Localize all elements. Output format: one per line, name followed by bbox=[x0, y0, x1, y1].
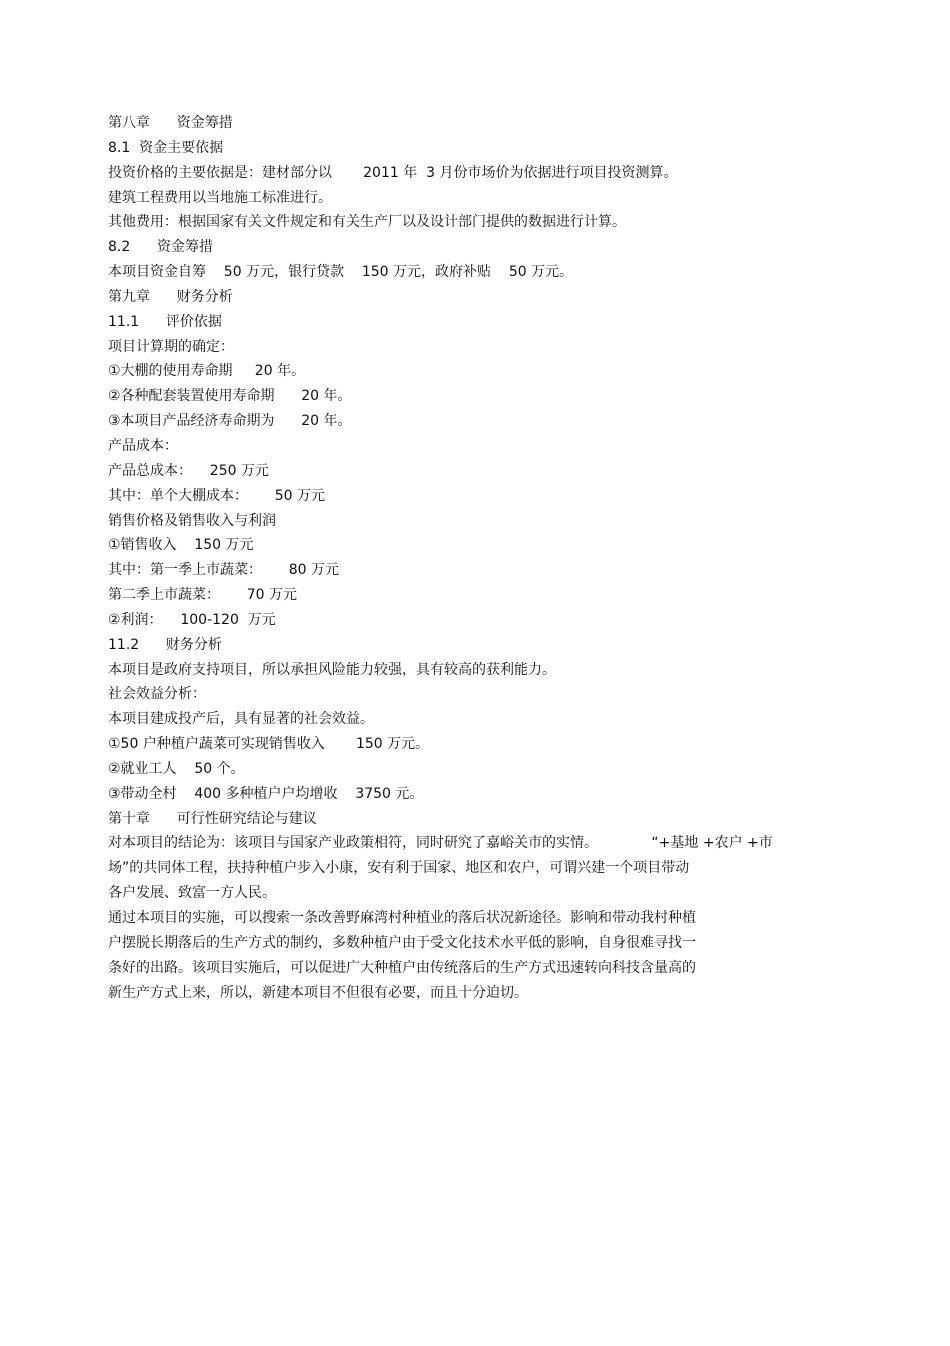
document-body bbox=[108, 111, 868, 1005]
list-item: ③带动全村 400 多种植户户均增收 3750 元。 bbox=[108, 785, 424, 802]
paragraph-line: 投资价格的主要依据是：建材部分以 2011 年 3 月份市场价为依据进行项目投资测算。 bbox=[108, 164, 678, 181]
paragraph-line: 对本项目的结论为：该项目与国家产业政策相符，同时研究了嘉峪关市的实情。 “+基地 +农户 +市 bbox=[108, 835, 773, 852]
list-item: ③本项目产品经济寿命期为 20 年。 bbox=[108, 413, 352, 430]
paragraph-line: 建筑工程费用以当地施工标准进行。 bbox=[108, 189, 332, 206]
chapter-8-heading: 第八章 资金筹措 bbox=[108, 115, 233, 131]
paragraph-line: 其中：单个大棚成本： 50 万元 bbox=[108, 487, 325, 504]
paragraph-line: 其他费用：根据国家有关文件规定和有关生产厂以及设计部门提供的数据进行计算。 bbox=[108, 214, 626, 231]
paragraph-line: 条好的出路。该项目实施后，可以促进广大种植户由传统落后的生产方式迅速转向科技含量高的 bbox=[108, 959, 696, 976]
paragraph-line: 本项目建成投产后，具有显著的社会效益。 bbox=[108, 711, 374, 728]
paragraph-line: 产品总成本： 250 万元 bbox=[108, 462, 269, 479]
paragraph-line: 本项目是政府支持项目，所以承担风险能力较强，具有较高的获利能力。 bbox=[108, 661, 556, 678]
paragraph-line: 新生产方式上来，所以，新建本项目不但很有必要，而且十分迫切。 bbox=[108, 984, 528, 1001]
list-item: ②就业工人 50 个。 bbox=[108, 760, 245, 777]
list-item: ②各种配套装置使用寿命期 20 年。 bbox=[108, 388, 352, 405]
paragraph-line: 项目计算期的确定： bbox=[108, 338, 234, 355]
list-item: ②利润： 100-120 万元 bbox=[108, 611, 276, 628]
paragraph-line: 其中：第一季上市蔬菜： 80 万元 bbox=[108, 562, 339, 579]
paragraph-line: 第二季上市蔬菜： 70 万元 bbox=[108, 587, 297, 604]
paragraph-line: 通过本项目的实施，可以搜索一条改善野麻湾村种植业的落后状况新途径。影响和带动我村种植 bbox=[108, 910, 696, 926]
paragraph-line: 本项目资金自筹 50 万元，银行贷款 150 万元，政府补贴 50 万元。 bbox=[108, 264, 574, 281]
section-11-2-heading: 11.2 财务分析 bbox=[108, 636, 222, 653]
paragraph-line: 销售价格及销售收入与利润 bbox=[108, 512, 276, 529]
list-item: ①50 户种植户蔬菜可实现销售收入 150 万元。 bbox=[108, 736, 430, 753]
list-item: ①销售收入 150 万元 bbox=[108, 537, 254, 554]
list-item: ①大棚的使用寿命期 20 年。 bbox=[108, 363, 306, 380]
paragraph-line: 产品成本： bbox=[108, 437, 178, 454]
section-8-2-heading: 8.2 资金筹措 bbox=[108, 239, 213, 256]
chapter-9-heading: 第九章 财务分析 bbox=[108, 288, 233, 305]
paragraph-line: 户摆脱长期落后的生产方式的制约，多数种植户由于受文化技术水平低的影响，自身很难寻找一 bbox=[108, 934, 696, 951]
section-8-1-heading: 8.1 资金主要依据 bbox=[108, 139, 224, 156]
chapter-10-heading: 第十章 可行性研究结论与建议 bbox=[108, 810, 317, 827]
paragraph-line: 社会效益分析： bbox=[108, 686, 206, 703]
paragraph-line: 各户发展、致富一方人民。 bbox=[108, 885, 276, 902]
paragraph-line: 场”的共同体工程，扶持种植户步入小康，安有利于国家、地区和农户，可谓兴建一个项目带动 bbox=[108, 860, 690, 877]
section-11-1-heading: 11.1 评价依据 bbox=[108, 313, 222, 330]
